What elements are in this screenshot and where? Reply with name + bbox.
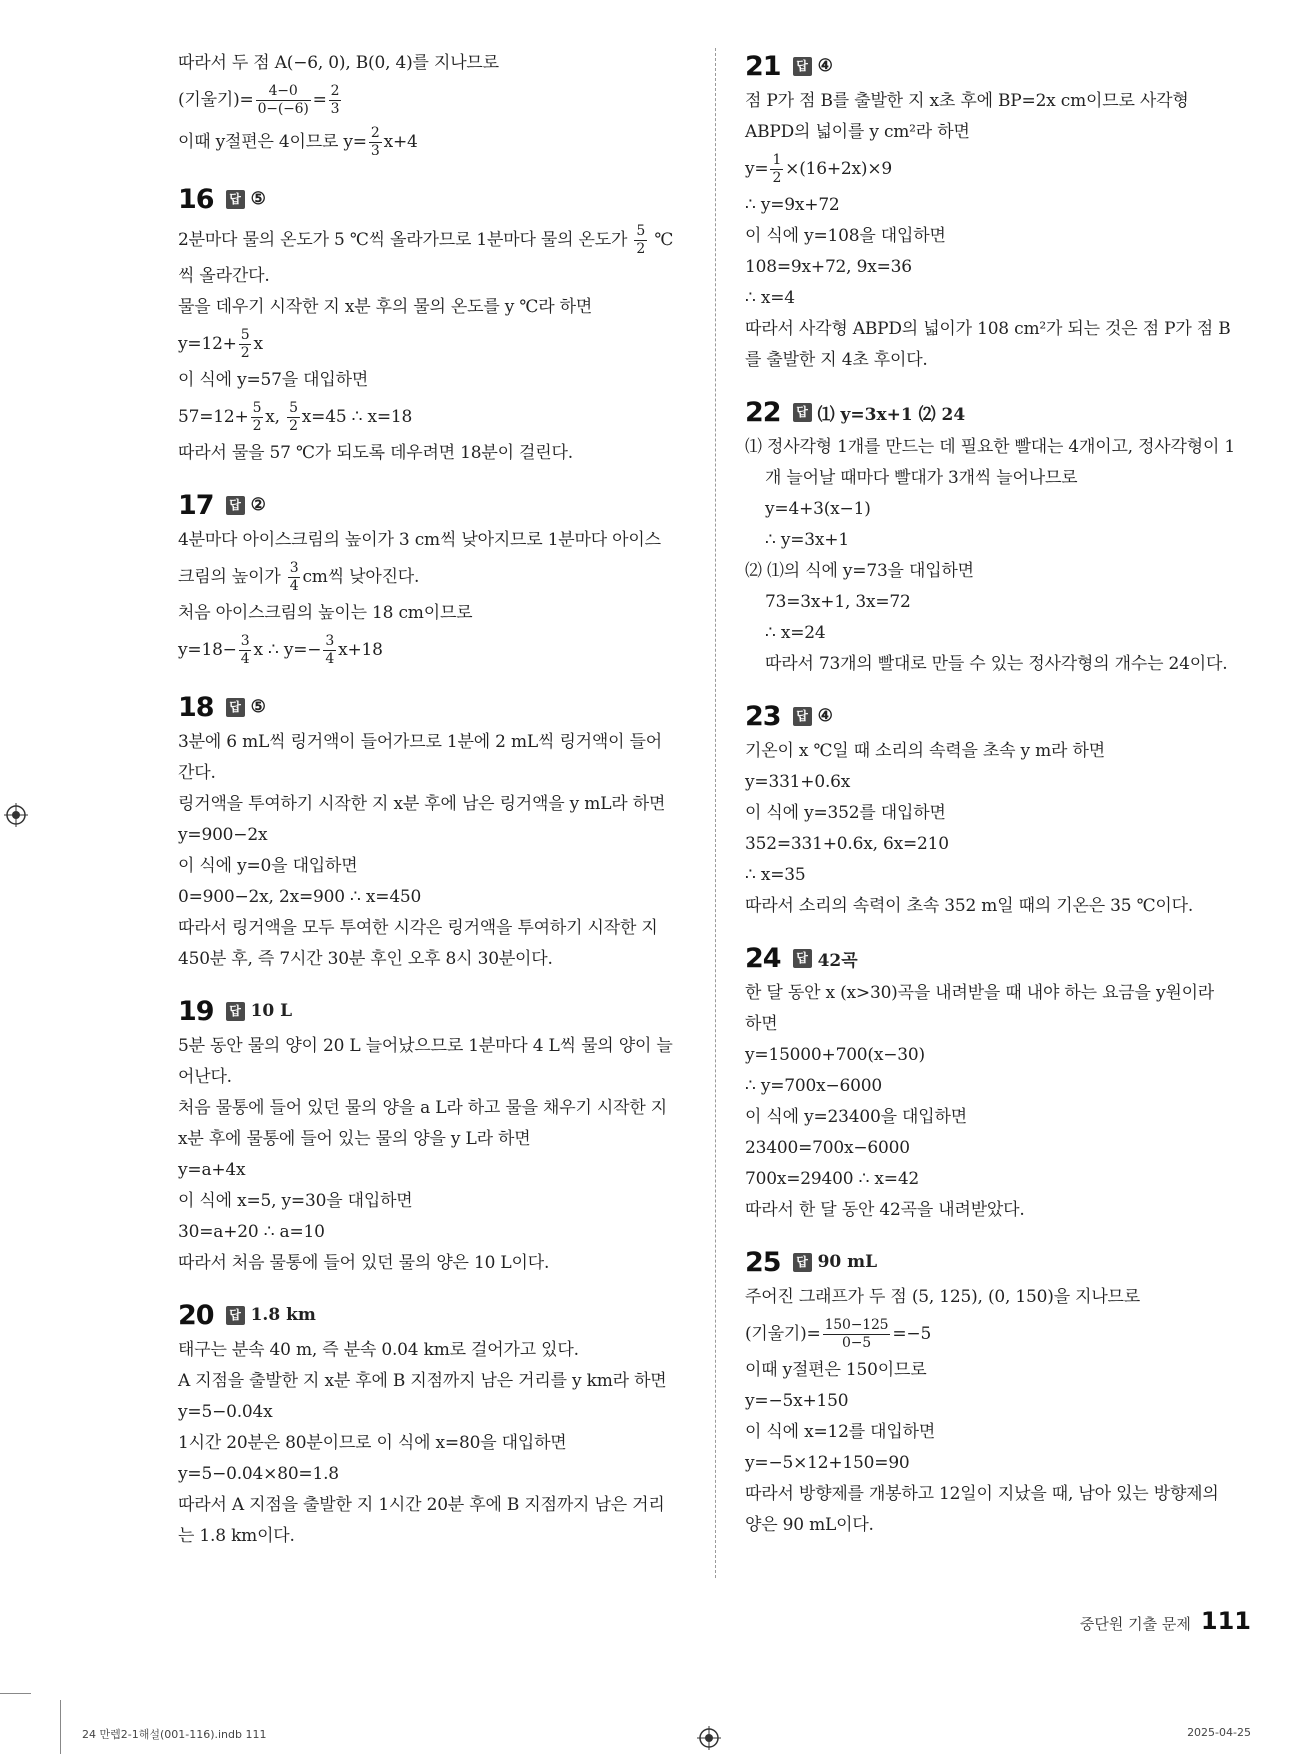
solution-line <box>178 789 688 820</box>
text-run: y=18− <box>178 640 237 660</box>
text-run: (기울기)= <box>178 90 254 110</box>
fraction <box>329 83 342 118</box>
text-run: 57=12+ <box>178 407 249 427</box>
fraction-numerator: 3 <box>289 560 299 576</box>
solution-line <box>745 978 1255 1009</box>
solution-line <box>745 1510 1255 1541</box>
text-run: 개 늘어날 때마다 빨대가 3개씩 늘어나므로 <box>765 468 1078 488</box>
print-slug-date: 2025-04-25 <box>1187 1726 1251 1739</box>
fraction <box>634 223 647 258</box>
answer-tag-icon: 답 <box>793 57 812 76</box>
solution-line <box>745 587 1255 618</box>
problem-number: 20 <box>178 1299 214 1331</box>
solution-line <box>745 860 1255 891</box>
text-run: 2분마다 물의 온도가 5 ℃씩 올라가므로 1분마다 물의 온도가 <box>178 230 633 250</box>
solution-line <box>745 767 1255 798</box>
solution-line <box>745 283 1255 314</box>
fraction <box>287 400 300 435</box>
answer-tag-icon: 답 <box>793 707 812 726</box>
answer-value: 1.8 km <box>250 1305 316 1325</box>
text-run: 따라서 73개의 빨대로 만들 수 있는 정사각형의 개수는 24이다. <box>765 654 1228 674</box>
text-run: 따라서 두 점 A(−6, 0), B(0, 4)를 지나므로 <box>178 53 499 73</box>
crop-mark <box>0 1693 31 1694</box>
solution-line <box>745 1386 1255 1417</box>
answer-value: 10 L <box>250 1001 293 1021</box>
text-run: =−5 <box>892 1324 932 1344</box>
fraction-denominator: 3 <box>330 101 340 117</box>
solution-line <box>178 438 688 469</box>
problem-number: 24 <box>745 942 781 974</box>
text-run: 이때 y절편은 4이므로 y= <box>178 132 367 152</box>
answer-tag-icon: 답 <box>793 949 812 968</box>
text-run: ∴ x=24 <box>765 623 826 643</box>
problem-number: 16 <box>178 183 214 215</box>
text-run: y= <box>745 159 769 179</box>
text-run: 30=a+20 ∴ a=10 <box>178 1222 325 1242</box>
fraction-numerator: 5 <box>252 400 262 416</box>
text-run: 이 식에 x=5, y=30을 대입하면 <box>178 1191 413 1211</box>
text-run: 3분에 6 mL씩 링거액이 들어가므로 1분에 2 mL씩 링거액이 들어 <box>178 732 662 752</box>
text-run: 처음 아이스크림의 높이는 18 cm이므로 <box>178 603 473 623</box>
text-run: 양은 90 mL이다. <box>745 1515 874 1535</box>
answer-tag-icon: 답 <box>226 1002 245 1021</box>
problem-number: 17 <box>178 489 214 521</box>
problem-header <box>745 1244 1255 1280</box>
text-run: x, <box>265 407 286 427</box>
solution-line <box>178 1366 688 1397</box>
solution-line <box>745 86 1255 117</box>
answer-value: 42곡 <box>817 950 858 971</box>
registration-mark-icon <box>4 803 28 827</box>
solution-line <box>178 323 688 365</box>
solution-line <box>178 365 688 396</box>
text-run: x <box>253 334 263 354</box>
text-run: 따라서 방향제를 개봉하고 12일이 지났을 때, 남아 있는 방향제의 <box>745 1484 1219 1504</box>
solution-line <box>745 649 1255 680</box>
answer-value: ④ <box>817 706 833 726</box>
fraction-denominator: 2 <box>772 170 782 186</box>
answer-tag-icon: 답 <box>793 1253 812 1272</box>
text-run: (기울기)= <box>745 1324 821 1344</box>
text-run: 는 1.8 km이다. <box>178 1526 295 1546</box>
fraction-denominator: 0−(−6) <box>257 101 309 117</box>
problem-header <box>178 487 688 523</box>
problem-number: 22 <box>745 396 781 428</box>
solution-line <box>745 190 1255 221</box>
solution-line <box>178 1459 688 1490</box>
fraction-numerator: 2 <box>370 125 380 141</box>
text-run: 450분 후, 즉 7시간 30분 후인 오후 8시 30분이다. <box>178 949 553 969</box>
solution-line <box>745 1448 1255 1479</box>
page-footer <box>1080 1607 1251 1635</box>
solution-line <box>178 1062 688 1093</box>
text-run: 하면 <box>745 1014 778 1034</box>
footer-section-label: 중단원 기출 문제 <box>1079 1615 1191 1633</box>
fraction-denominator: 4 <box>240 651 250 667</box>
solution-line <box>178 556 688 598</box>
solution-line <box>178 1428 688 1459</box>
fraction-numerator: 3 <box>325 633 335 649</box>
fraction-denominator: 2 <box>240 345 250 361</box>
solution-line <box>745 891 1255 922</box>
solution-line <box>745 221 1255 252</box>
solution-line <box>745 494 1255 525</box>
answer-tag-icon: 답 <box>226 496 245 515</box>
problem-header <box>745 48 1255 84</box>
text-run: ℃ <box>649 230 674 250</box>
column-divider <box>715 48 716 1578</box>
solution-line <box>745 1195 1255 1226</box>
text-run: 씩 올라간다. <box>178 266 270 286</box>
registration-mark-icon <box>697 1726 721 1750</box>
solution-line <box>745 1313 1255 1355</box>
answer-tag-icon: 답 <box>226 1306 245 1325</box>
solution-line <box>178 1093 688 1124</box>
text-run: 물을 데우기 시작한 지 x분 후의 물의 온도를 y ℃라 하면 <box>178 297 593 317</box>
answer-tag-icon: 답 <box>226 698 245 717</box>
solution-line <box>178 1124 688 1155</box>
problem-header <box>178 689 688 725</box>
text-run: 352=331+0.6x, 6x=210 <box>745 834 949 854</box>
text-run: ∴ y=3x+1 <box>765 530 849 550</box>
text-run: 태구는 분속 40 m, 즉 분속 0.04 km로 걸어가고 있다. <box>178 1340 579 1360</box>
text-run: 주어진 그래프가 두 점 (5, 125), (0, 150)을 지나므로 <box>745 1287 1141 1307</box>
solution-line <box>745 314 1255 345</box>
text-run: y=900−2x <box>178 825 268 845</box>
answer-value: ② <box>250 495 266 515</box>
text-run: 따라서 소리의 속력이 초속 352 m일 때의 기온은 35 ℃이다. <box>745 896 1194 916</box>
fraction <box>323 633 336 668</box>
text-run: 처음 물통에 들어 있던 물의 양을 a L라 하고 물을 채우기 시작한 지 <box>178 1098 668 1118</box>
text-run: ∴ y=700x−6000 <box>745 1076 883 1096</box>
text-run: ×(16+2x)×9 <box>785 159 893 179</box>
text-run: = <box>312 90 327 110</box>
solution-line <box>178 1248 688 1279</box>
text-run: 이 식에 y=57을 대입하면 <box>178 370 369 390</box>
solution-line <box>178 758 688 789</box>
solution-line <box>178 1031 688 1062</box>
fraction <box>239 327 252 362</box>
answer-value: ④ <box>817 56 833 76</box>
fraction-denominator: 4 <box>289 578 299 594</box>
solution-line <box>178 121 688 163</box>
fraction-denominator: 4 <box>325 651 335 667</box>
solution-line <box>745 1417 1255 1448</box>
solution-line <box>178 944 688 975</box>
text-run: 따라서 한 달 동안 42곡을 내려받았다. <box>745 1200 1025 1220</box>
problem-number: 25 <box>745 1246 781 1278</box>
text-run: y=−5×12+150=90 <box>745 1453 910 1473</box>
text-run: cm씩 낮아진다. <box>302 567 420 587</box>
text-run: y=331+0.6x <box>745 772 851 792</box>
solution-line <box>178 1186 688 1217</box>
solution-line <box>178 79 688 121</box>
problem-number: 23 <box>745 700 781 732</box>
fraction-denominator: 3 <box>370 143 380 159</box>
text-run: ⑴ 정사각형 1개를 만드는 데 필요한 빨대는 4개이고, 정사각형이 1 <box>745 437 1236 457</box>
text-run: 점 P가 점 B를 출발한 지 x초 후에 BP=2x cm이므로 사각형 <box>745 91 1189 111</box>
text-run: 간다. <box>178 763 216 783</box>
text-run: 5분 동안 물의 양이 20 L 늘어났으므로 1분마다 4 L씩 물의 양이 늘 <box>178 1036 673 1056</box>
problem-header <box>745 394 1255 430</box>
text-run: 73=3x+1, 3x=72 <box>765 592 911 612</box>
solution-line <box>745 148 1255 190</box>
text-run: 따라서 처음 물통에 들어 있던 물의 양은 10 L이다. <box>178 1253 550 1273</box>
fraction-denominator: 0−5 <box>841 1335 871 1351</box>
text-run: 이때 y절편은 150이므로 <box>745 1360 927 1380</box>
text-run: y=−5x+150 <box>745 1391 849 1411</box>
solution-line <box>178 261 688 292</box>
text-run: 기온이 x ℃일 때 소리의 속력을 초속 y m라 하면 <box>745 741 1105 761</box>
solution-line <box>178 629 688 671</box>
solution-line <box>178 882 688 913</box>
text-run: x ∴ y=− <box>253 640 322 660</box>
fraction-numerator: 5 <box>289 400 298 416</box>
text-run: 108=9x+72, 9x=36 <box>745 257 912 277</box>
text-run: x=45 ∴ x=18 <box>301 407 413 427</box>
answer-value: ⑤ <box>250 189 266 209</box>
solution-line <box>178 219 688 261</box>
solution-line <box>178 913 688 944</box>
solution-line <box>745 1071 1255 1102</box>
solution-line <box>745 829 1255 860</box>
text-run: 따라서 사각형 ABPD의 넓이가 108 cm²가 되는 것은 점 P가 점 B <box>745 319 1231 339</box>
answer-value: 90 mL <box>817 1252 878 1272</box>
solution-line <box>745 618 1255 649</box>
fraction <box>823 1317 891 1352</box>
text-run: 0=900−2x, 2x=900 ∴ x=450 <box>178 887 422 907</box>
solution-line <box>745 1282 1255 1313</box>
text-run: y=a+4x <box>178 1160 246 1180</box>
text-run: 이 식에 y=23400을 대입하면 <box>745 1107 967 1127</box>
fraction-numerator: 4−0 <box>256 83 311 101</box>
problem-number: 19 <box>178 995 214 1027</box>
text-run: A 지점을 출발한 지 x분 후에 B 지점까지 남은 거리를 y km라 하면 <box>178 1371 667 1391</box>
solution-line <box>745 1355 1255 1386</box>
text-run: 어난다. <box>178 1067 232 1087</box>
fraction <box>239 633 252 668</box>
solution-line <box>178 1217 688 1248</box>
solution-line <box>745 1102 1255 1133</box>
fraction <box>369 125 382 160</box>
right-column <box>745 48 1255 1541</box>
page-number: 111 <box>1200 1607 1251 1635</box>
problem-number: 18 <box>178 691 214 723</box>
text-run: y=4+3(x−1) <box>765 499 871 519</box>
solution-line <box>178 1490 688 1521</box>
solution-line <box>745 252 1255 283</box>
solution-line <box>745 1479 1255 1510</box>
fraction-numerator: 2 <box>330 83 340 99</box>
text-run: 따라서 A 지점을 출발한 지 1시간 20분 후에 B 지점까지 남은 거리 <box>178 1495 665 1515</box>
text-run: ⑵ ⑴의 식에 y=73을 대입하면 <box>745 561 974 581</box>
fraction <box>256 83 311 118</box>
problem-header <box>745 940 1255 976</box>
solution-line <box>745 117 1255 148</box>
solution-line <box>178 1397 688 1428</box>
solution-line <box>178 292 688 323</box>
solution-line <box>745 1040 1255 1071</box>
solution-line <box>745 1164 1255 1195</box>
print-slug-filename: 24 만렙2-1해설(001-116).indb 111 <box>82 1728 267 1741</box>
solution-line <box>178 396 688 438</box>
text-run: ∴ x=4 <box>745 288 795 308</box>
text-run: x분 후에 물통에 들어 있는 물의 양을 y L라 하면 <box>178 1129 531 1149</box>
solution-line <box>745 463 1255 494</box>
solution-line <box>178 1335 688 1366</box>
solution-line <box>178 48 688 79</box>
text-run: 4분마다 아이스크림의 높이가 3 cm씩 낮아지므로 1분마다 아이스 <box>178 530 661 550</box>
solution-line <box>178 525 688 556</box>
text-run: 따라서 링거액을 모두 투여한 시각은 링거액을 투여하기 시작한 지 <box>178 918 658 938</box>
answer-tag-icon: 답 <box>793 403 812 422</box>
fraction-denominator: 2 <box>289 418 298 434</box>
fraction <box>770 152 783 187</box>
solution-line <box>178 851 688 882</box>
solution-line <box>178 1521 688 1552</box>
fraction-numerator: 150−125 <box>824 1317 889 1333</box>
answer-tag-icon: 답 <box>226 190 245 209</box>
text-run: y=5−0.04x <box>178 1402 273 1422</box>
text-run: 를 출발한 지 4초 후이다. <box>745 350 928 370</box>
text-run: y=12+ <box>178 334 237 354</box>
text-run: ∴ x=35 <box>745 865 806 885</box>
fraction-denominator: 2 <box>252 418 262 434</box>
problem-number: 21 <box>745 50 781 82</box>
problem-header <box>178 993 688 1029</box>
text-run: x+4 <box>383 132 418 152</box>
text-run: 크림의 높이가 <box>178 567 286 587</box>
solution-line <box>745 345 1255 376</box>
text-run: y=15000+700(x−30) <box>745 1045 925 1065</box>
text-run: 따라서 물을 57 ℃가 되도록 데우려면 18분이 걸린다. <box>178 443 573 463</box>
solution-line <box>745 1133 1255 1164</box>
text-run: ∴ y=9x+72 <box>745 195 840 215</box>
text-run: 링거액을 투여하기 시작한 지 x분 후에 남은 링거액을 y mL라 하면 <box>178 794 666 814</box>
fraction-numerator: 3 <box>240 633 250 649</box>
text-run: x+18 <box>338 640 383 660</box>
problem-header <box>178 181 688 217</box>
text-run: y=5−0.04×80=1.8 <box>178 1464 339 1484</box>
solution-line <box>178 598 688 629</box>
fraction-numerator: 1 <box>772 152 782 168</box>
text-run: 이 식에 y=0을 대입하면 <box>178 856 358 876</box>
answer-value: ⑤ <box>250 697 266 717</box>
text-run: 이 식에 y=352를 대입하면 <box>745 803 946 823</box>
text-run: 700x=29400 ∴ x=42 <box>745 1169 920 1189</box>
left-column <box>178 48 688 1552</box>
fraction <box>288 560 301 595</box>
solution-line <box>745 525 1255 556</box>
solution-line <box>745 798 1255 829</box>
text-run: 23400=700x−6000 <box>745 1138 910 1158</box>
text-run: ABPD의 넓이를 y cm²라 하면 <box>745 122 970 142</box>
crop-mark <box>60 1700 61 1754</box>
answer-value: ⑴ y=3x+1 ⑵ 24 <box>817 404 966 425</box>
solution-line <box>745 736 1255 767</box>
solution-line <box>178 1155 688 1186</box>
text-run: 이 식에 y=108을 대입하면 <box>745 226 946 246</box>
fraction <box>251 400 264 435</box>
text-run: 한 달 동안 x (x>30)곡을 내려받을 때 내야 하는 요금을 y원이라 <box>745 983 1215 1003</box>
solution-line <box>745 432 1255 463</box>
fraction-numerator: 5 <box>636 223 646 239</box>
solution-line <box>178 727 688 758</box>
solution-line <box>745 1009 1255 1040</box>
fraction-denominator: 2 <box>636 241 646 257</box>
solution-line <box>745 556 1255 587</box>
solution-line <box>178 820 688 851</box>
text-run: 이 식에 x=12를 대입하면 <box>745 1422 936 1442</box>
fraction-numerator: 5 <box>240 327 250 343</box>
problem-header <box>178 1297 688 1333</box>
text-run: 1시간 20분은 80분이므로 이 식에 x=80을 대입하면 <box>178 1433 567 1453</box>
problem-header <box>745 698 1255 734</box>
